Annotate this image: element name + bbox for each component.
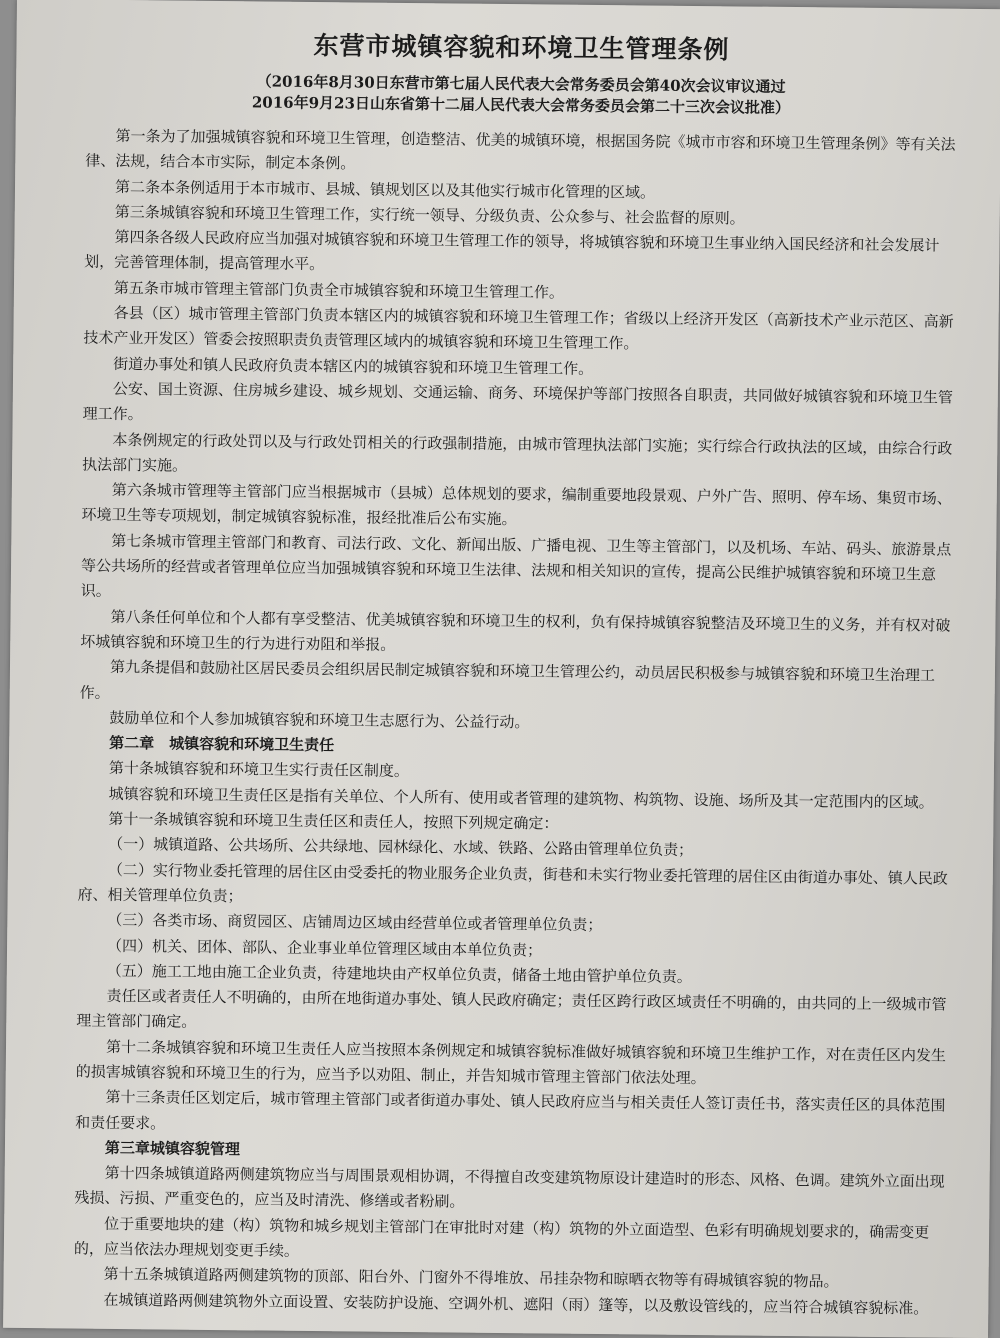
chapter-2-heading: 第二章 城镇容貌和环境卫生责任 — [109, 734, 335, 755]
article-2: 第二条本条例适用于本市城市、县城、镇规划区以及其他实行城市化管理的区域。 — [114, 177, 656, 202]
article-9-para-2: 鼓励单位和个人参加城镇容貌和环境卫生志愿行为、公益行动。 — [109, 708, 530, 732]
article-5-para-4: 公安、国土资源、住房城乡建设、城乡规划、交通运输、商务、环境保护等部门按照各自职责，共同做好城镇容貌和环境卫生管理工作。 — [82, 379, 953, 424]
article-5-para-3: 街道办事处和镇人民政府负责本辖区内的城镇容貌和环境卫生管理工作。 — [113, 354, 594, 378]
document-content — [73, 28, 956, 1322]
article-11-item-4: （四）机关、团体、部队、企业事业单位管理区域由本单位负责； — [106, 936, 543, 959]
article-14: 第十四条城镇道路两侧建筑物应当与周围景观相协调，不得擅自改变建筑物原设计建造时的形态、风格、色调。建筑外立面出现残损、污损、严重变色的，应当及时清洗、修缮或者粉刷。 — [74, 1164, 945, 1212]
subtitle-line: （2016年8月30日东营市第七届人民代表大会常务委员会第40次会议审议通过 — [256, 72, 786, 96]
article-11-item-1: （一）城镇道路、公共场所、公共绿地、园林绿化、水域、铁路、公路由管理单位负责； — [108, 835, 694, 860]
article-12: 第十二条城镇容貌和环境卫生责任人应当按照本条例规定和城镇容貌标准做好城镇容貌和环境卫生维护工作，对在责任区内发生的损害城镇容貌和环境卫生的行为，应当予以劝阻、制止，并告知城市管理主管部门依法处理。 — [75, 1037, 947, 1088]
document-subtitle — [86, 70, 956, 121]
article-11-item-3: （三）各类市场、商贸园区、店铺周边区域由经营单位或者管理单位负责； — [107, 911, 603, 935]
document-body — [73, 124, 955, 1322]
article-4: 第四条各级人民政府应当加强对城镇容貌和环境卫生管理工作的领导，将城镇容貌和环境卫生事业纳入国民经济和社会发展计划，完善管理体制，提高管理水平。 — [84, 228, 940, 274]
article-9: 第九条提倡和鼓励社区居民委员会组织居民制定城镇容貌和环境卫生管理公约，动员居民积极参与城镇容貌和环境卫生治理工作。 — [79, 658, 936, 702]
article-15: 第十五条城镇道路两侧建筑物的顶部、阳台外、门窗外不得堆放、吊挂杂物和晾晒衣物等有碍城镇容貌的物品。 — [103, 1265, 839, 1291]
article-11-item-5: （五）施工工地由施工企业负责，待建地块由产权单位负责，储备土地由管护单位负责。 — [106, 961, 692, 986]
document-title: 东营市城镇容貌和环境卫生管理条例 — [313, 30, 730, 65]
article-1: 第一条为了加强城镇容貌和环境卫生管理，创造整洁、优美的城镇环境，根据国务院《城市市容和环境卫生管理条例》等有关法律、法规，结合本市实际，制定本条例。 — [85, 126, 956, 173]
chapter-3-heading: 第三章城镇容貌管理 — [104, 1138, 241, 1159]
article-15-para-2: 在城镇道路两侧建筑物外立面设置、安装防护设施、空调外机、遮阳（雨）篷等，以及敷设管线的，应当符合城镇容貌标准。 — [103, 1290, 929, 1318]
document-page — [3, 0, 1000, 1338]
article-5-para-2: 各县（区）城市管理主管部门负责本辖区内的城镇容貌和环境卫生管理工作；省级以上经济开发区（高新技术产业示范区、高新技术产业开发区）管委会按照职责负责管理区域内的城镇容貌和环境卫生管理工作。 — [83, 303, 954, 353]
article-11-para-2: 责任区或者责任人不明确的，由所在地街道办事处、镇人民政府确定；责任区跨行政区域责任不明确的，由共同的上一级城市管理主管部门确定。 — [76, 986, 947, 1032]
subtitle-line: 2016年9月23日山东省第十二届人民代表大会常务委员会第二十三次会议批准） — [251, 93, 791, 117]
article-6: 第六条城市管理等主管部门应当根据城市（县城）总体规划的要求，编制重要地段景观、户外广告、照明、停车场、集贸市场、环境卫生等专项规划，制定城镇容貌标准，报经批准后公布实施。 — [81, 481, 952, 529]
article-11: 第十一条城镇容貌和环境卫生责任区和责任人，按照下列规定确定： — [108, 809, 559, 833]
article-10-para-2: 城镇容貌和环境卫生责任区是指有关单位、个人所有、使用或者管理的建筑物、构筑物、设施、场所及其一定范围内的区域。 — [108, 784, 934, 812]
article-5-para-5: 本条例规定的行政处罚以及与行政处罚相关的行政强制措施，由城市管理执法部门实施；实行综合行政执法的区域，由综合行政执法部门实施。 — [82, 430, 953, 475]
article-5: 第五条市城市管理主管部门负责全市城镇容貌和环境卫生管理工作。 — [113, 278, 565, 302]
article-10: 第十条城镇容貌和环境卫生实行责任区制度。 — [108, 759, 410, 781]
article-14-para-2: 位于重要地块的建（构）筑物和城乡规划主管部门在审批时对建（构）筑物的外立面造型、色彩有明确规划要求的，确需变更的，应当依法办理规划变更手续。 — [73, 1214, 930, 1260]
article-8: 第八条任何单位和个人都有享受整洁、优美城镇容貌和环境卫生的权利，负有保持城镇容貌整洁及环境卫生的义务，并有权对破坏城镇容貌和环境卫生的行为进行劝阻和举报。 — [80, 607, 951, 654]
article-3: 第三条城镇容貌和环境卫生管理工作，实行统一领导、分级负责、公众参与、社会监督的原则。 — [114, 202, 745, 228]
article-11-item-2: （二）实行物业委托管理的居住区由受委托的物业服务企业负责，街巷和未实行物业委托管理的居住区由街道办事处、镇人民政府、相关管理单位负责； — [77, 860, 948, 906]
article-7: 第七条城市管理主管部门和教育、司法行政、文化、新闻出版、广播电视、卫生等主管部门，以及机场、车站、码头、旅游景点等公共场所的经营或者管理单位应当加强城镇容貌和环境卫生法律、法规和相关知识的宣传，提高公民维护城镇容貌和环境卫生意识。 — [80, 531, 952, 601]
article-13: 第十三条责任区划定后，城市管理主管部门或者街道办事处、镇人民政府应当与相关责任人签订责任书，落实责任区的具体范围和责任要求。 — [75, 1088, 946, 1133]
